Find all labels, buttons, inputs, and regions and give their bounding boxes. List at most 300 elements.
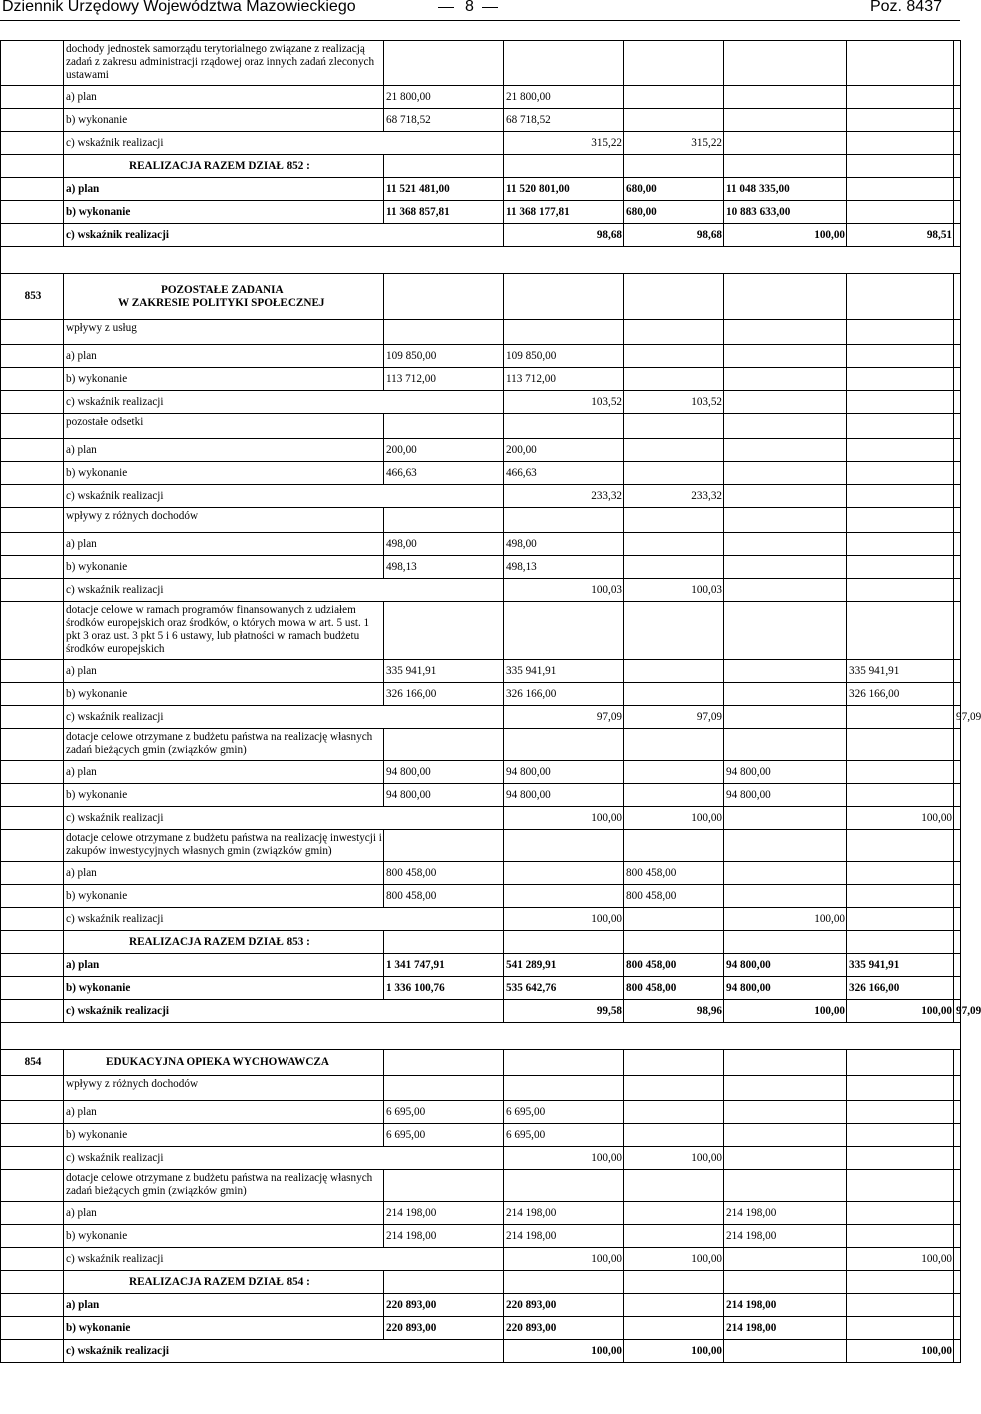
value-cell: 214 198,00 [384, 1202, 504, 1225]
empty-cell [954, 830, 961, 862]
value-cell [724, 485, 847, 508]
code-cell [1, 602, 64, 660]
value-cell: 214 198,00 [724, 1317, 847, 1340]
code-cell [1, 729, 64, 761]
data-row [1, 439, 961, 462]
code-cell [1, 862, 64, 885]
row-label: a) plan [64, 954, 384, 977]
value-cell [624, 439, 724, 462]
value-cell [624, 1294, 724, 1317]
value-cell [624, 86, 724, 109]
code-cell [1, 556, 64, 579]
description-cell: wpływy z różnych dochodów [64, 508, 384, 533]
total-title-row [1, 1271, 961, 1294]
row-label: c) wskaźnik realizacji [64, 1147, 504, 1170]
empty-cell [724, 414, 847, 439]
row-label: a) plan [64, 660, 384, 683]
value-cell [624, 761, 724, 784]
empty-cell [384, 1050, 504, 1076]
row-label: a) plan [64, 1294, 384, 1317]
row-label: a) plan [64, 862, 384, 885]
data-row [1, 784, 961, 807]
value-cell [624, 109, 724, 132]
empty-cell [954, 274, 961, 320]
page-number-dash-right [482, 7, 498, 8]
empty-cell [624, 320, 724, 345]
value-cell: 94 800,00 [384, 761, 504, 784]
row-label: b) wykonanie [64, 556, 384, 579]
row-label: b) wykonanie [64, 1124, 384, 1147]
value-cell: 214 198,00 [724, 1294, 847, 1317]
value-cell: 220 893,00 [504, 1317, 624, 1340]
value-cell: 100,00 [504, 807, 624, 830]
code-cell [1, 1225, 64, 1248]
code-cell [1, 908, 64, 931]
description-row [1, 830, 961, 862]
data-row [1, 660, 961, 683]
value-cell: 466,63 [504, 462, 624, 485]
row-label: c) wskaźnik realizacji [64, 132, 504, 155]
row-label: b) wykonanie [64, 201, 384, 224]
code-cell [1, 1294, 64, 1317]
value-cell: 100,03 [624, 579, 724, 602]
total-title-row [1, 931, 961, 954]
empty-cell [384, 41, 504, 86]
value-cell [724, 132, 847, 155]
value-cell: 11 048 335,00 [724, 178, 847, 201]
code-cell [1, 931, 64, 954]
value-cell: 498,00 [504, 533, 624, 556]
value-cell: 11 521 481,00 [384, 178, 504, 201]
empty-cell [954, 155, 961, 178]
position-number: Poz. 8437 [869, 0, 942, 15]
description-cell: wpływy z usług [64, 320, 384, 345]
value-cell: 94 800,00 [724, 784, 847, 807]
value-cell [624, 1101, 724, 1124]
value-cell [724, 706, 847, 729]
empty-cell [954, 1170, 961, 1202]
value-cell [847, 885, 954, 908]
value-cell: 6 695,00 [504, 1124, 624, 1147]
value-cell: 94 800,00 [724, 954, 847, 977]
value-cell [847, 132, 954, 155]
data-row [1, 977, 961, 1000]
value-cell: 94 800,00 [504, 761, 624, 784]
empty-cell [624, 729, 724, 761]
value-cell [847, 1124, 954, 1147]
value-cell: 98,96 [624, 1000, 724, 1023]
value-cell: 97,09 [624, 706, 724, 729]
data-row [1, 533, 961, 556]
value-cell: 103,52 [504, 391, 624, 414]
description-row [1, 602, 961, 660]
empty-cell [624, 155, 724, 178]
empty-cell [847, 602, 954, 660]
section-code: 853 [1, 274, 64, 320]
value-cell [724, 1124, 847, 1147]
value-cell: 326 166,00 [384, 683, 504, 706]
data-row [1, 1248, 961, 1271]
value-cell [724, 862, 847, 885]
value-cell: 109 850,00 [504, 345, 624, 368]
value-cell: 335 941,91 [504, 660, 624, 683]
data-row [1, 761, 961, 784]
value-cell: 498,13 [504, 556, 624, 579]
code-cell [1, 155, 64, 178]
value-cell: 466,63 [384, 462, 504, 485]
code-cell [1, 485, 64, 508]
value-cell [954, 224, 961, 247]
value-cell [954, 201, 961, 224]
code-cell [1, 784, 64, 807]
value-cell: 100,00 [847, 1000, 954, 1023]
data-row [1, 368, 961, 391]
empty-cell [724, 830, 847, 862]
empty-cell [384, 931, 504, 954]
value-cell: 100,00 [847, 807, 954, 830]
empty-cell [384, 414, 504, 439]
code-cell [1, 1000, 64, 1023]
value-cell: 98,68 [624, 224, 724, 247]
empty-cell [384, 830, 504, 862]
row-label: b) wykonanie [64, 109, 384, 132]
value-cell [954, 660, 961, 683]
value-cell: 11 520 801,00 [504, 178, 624, 201]
value-cell: 100,00 [504, 1248, 624, 1271]
empty-cell [504, 602, 624, 660]
value-cell: 68 718,52 [504, 109, 624, 132]
empty-cell [624, 508, 724, 533]
budget-table [0, 40, 981, 1363]
empty-cell [724, 602, 847, 660]
description-row [1, 1170, 961, 1202]
row-label: c) wskaźnik realizacji [64, 1340, 504, 1363]
value-cell: 6 695,00 [384, 1101, 504, 1124]
value-cell [847, 1294, 954, 1317]
empty-cell [504, 155, 624, 178]
value-cell [724, 885, 847, 908]
code-cell [1, 439, 64, 462]
value-cell [624, 462, 724, 485]
total-title: REALIZACJA RAZEM DZIAŁ 854 : [64, 1271, 384, 1294]
value-cell: 800 458,00 [624, 977, 724, 1000]
value-cell: 97,09 [954, 706, 961, 729]
row-label: c) wskaźnik realizacji [64, 579, 504, 602]
code-cell [1, 954, 64, 977]
value-cell [954, 885, 961, 908]
value-cell [954, 1248, 961, 1271]
value-cell [847, 1202, 954, 1225]
empty-cell [954, 931, 961, 954]
row-label: b) wykonanie [64, 885, 384, 908]
value-cell [954, 761, 961, 784]
value-cell [954, 1202, 961, 1225]
section-title-line-1: POZOSTAŁE ZADANIA [161, 283, 284, 296]
value-cell: 11 368 177,81 [504, 201, 624, 224]
value-cell: 100,00 [624, 807, 724, 830]
data-row [1, 807, 961, 830]
row-label: a) plan [64, 345, 384, 368]
value-cell [954, 391, 961, 414]
section-title-line-2: W ZAKRESIE POLITYKI SPOŁECZNEJ [118, 296, 325, 309]
value-cell: 680,00 [624, 178, 724, 201]
value-cell: 233,32 [624, 485, 724, 508]
row-label: a) plan [64, 1101, 384, 1124]
row-label: b) wykonanie [64, 462, 384, 485]
code-cell [1, 1147, 64, 1170]
data-row [1, 683, 961, 706]
row-label: a) plan [64, 439, 384, 462]
value-cell: 97,09 [954, 1000, 961, 1023]
empty-cell [504, 508, 624, 533]
value-cell [847, 391, 954, 414]
empty-cell [504, 1050, 624, 1076]
empty-cell [504, 274, 624, 320]
row-label: b) wykonanie [64, 368, 384, 391]
value-cell [954, 579, 961, 602]
value-cell: 100,00 [847, 1248, 954, 1271]
data-row [1, 485, 961, 508]
value-cell [954, 1294, 961, 1317]
value-cell: 97,09 [504, 706, 624, 729]
page-header [0, 0, 960, 22]
data-row [1, 86, 961, 109]
code-cell [1, 885, 64, 908]
section-header-row [1, 274, 961, 320]
value-cell [954, 178, 961, 201]
value-cell [724, 109, 847, 132]
value-cell: 800 458,00 [624, 954, 724, 977]
header-rule [0, 20, 960, 21]
value-cell: 100,00 [847, 1340, 954, 1363]
value-cell: 214 198,00 [504, 1202, 624, 1225]
value-cell: 100,00 [624, 1248, 724, 1271]
empty-cell [504, 1076, 624, 1101]
data-row [1, 1101, 961, 1124]
value-cell: 100,00 [724, 908, 847, 931]
empty-cell [954, 1050, 961, 1076]
data-row [1, 1294, 961, 1317]
empty-cell [724, 1076, 847, 1101]
value-cell: 335 941,91 [847, 954, 954, 977]
empty-cell [384, 320, 504, 345]
value-cell [624, 368, 724, 391]
empty-cell [847, 830, 954, 862]
code-cell [1, 1271, 64, 1294]
value-cell: 326 166,00 [847, 977, 954, 1000]
total-title: REALIZACJA RAZEM DZIAŁ 852 : [64, 155, 384, 178]
page-number-dash-left [438, 7, 454, 8]
value-cell [847, 201, 954, 224]
empty-cell [624, 414, 724, 439]
code-cell [1, 201, 64, 224]
value-cell: 315,22 [504, 132, 624, 155]
section-code: 854 [1, 1050, 64, 1076]
value-cell: 541 289,91 [504, 954, 624, 977]
value-cell [954, 1101, 961, 1124]
description-cell: dotacje celowe otrzymane z budżetu państwa na realizację inwestycji i zakupów inwestycyjnych własnych gmin (związków gmin) [64, 830, 384, 862]
value-cell [724, 1340, 847, 1363]
value-cell: 21 800,00 [504, 86, 624, 109]
empty-cell [954, 1076, 961, 1101]
value-cell [847, 533, 954, 556]
empty-cell [724, 508, 847, 533]
description-cell: wpływy z różnych dochodów [64, 1076, 384, 1101]
data-row [1, 556, 961, 579]
code-cell [1, 508, 64, 533]
value-cell [954, 439, 961, 462]
value-cell [724, 579, 847, 602]
empty-cell [847, 729, 954, 761]
empty-cell [724, 1050, 847, 1076]
code-cell [1, 224, 64, 247]
empty-cell [847, 414, 954, 439]
empty-cell [847, 1170, 954, 1202]
data-row [1, 862, 961, 885]
value-cell [724, 368, 847, 391]
empty-cell [847, 931, 954, 954]
data-row [1, 1000, 961, 1023]
value-cell: 535 642,76 [504, 977, 624, 1000]
value-cell [954, 1317, 961, 1340]
value-cell: 100,00 [504, 908, 624, 931]
code-cell [1, 345, 64, 368]
value-cell [624, 345, 724, 368]
empty-cell [847, 1076, 954, 1101]
value-cell: 220 893,00 [384, 1294, 504, 1317]
empty-cell [724, 931, 847, 954]
empty-cell [624, 1076, 724, 1101]
value-cell: 113 712,00 [384, 368, 504, 391]
empty-cell [504, 41, 624, 86]
value-cell [847, 178, 954, 201]
total-title-row [1, 155, 961, 178]
spacer-cell [1, 1023, 961, 1050]
value-cell: 11 368 857,81 [384, 201, 504, 224]
value-cell [954, 86, 961, 109]
value-cell: 800 458,00 [624, 885, 724, 908]
empty-cell [624, 41, 724, 86]
value-cell [724, 660, 847, 683]
value-cell [624, 660, 724, 683]
value-cell [847, 556, 954, 579]
value-cell: 98,51 [847, 224, 954, 247]
data-row [1, 579, 961, 602]
data-row [1, 201, 961, 224]
section-title [64, 274, 384, 320]
value-cell [954, 556, 961, 579]
value-cell [724, 86, 847, 109]
code-cell [1, 391, 64, 414]
empty-cell [954, 320, 961, 345]
data-row [1, 1340, 961, 1363]
value-cell [847, 579, 954, 602]
description-row [1, 320, 961, 345]
data-row [1, 224, 961, 247]
code-cell [1, 41, 64, 86]
value-cell [724, 391, 847, 414]
code-cell [1, 1248, 64, 1271]
value-cell [954, 1147, 961, 1170]
empty-cell [624, 602, 724, 660]
empty-cell [504, 931, 624, 954]
description-row [1, 414, 961, 439]
empty-cell [384, 729, 504, 761]
data-row [1, 706, 961, 729]
empty-cell [847, 1050, 954, 1076]
value-cell [847, 462, 954, 485]
empty-cell [724, 1170, 847, 1202]
value-cell: 498,00 [384, 533, 504, 556]
data-row [1, 178, 961, 201]
value-cell [847, 784, 954, 807]
value-cell [724, 1248, 847, 1271]
value-cell [847, 439, 954, 462]
row-label: a) plan [64, 761, 384, 784]
value-cell [847, 862, 954, 885]
value-cell [954, 368, 961, 391]
description-row [1, 1076, 961, 1101]
data-row [1, 1202, 961, 1225]
value-cell [624, 784, 724, 807]
value-cell: 800 458,00 [624, 862, 724, 885]
empty-cell [724, 1271, 847, 1294]
value-cell [847, 1147, 954, 1170]
empty-cell [724, 729, 847, 761]
value-cell: 100,03 [504, 579, 624, 602]
empty-cell [504, 414, 624, 439]
row-label: a) plan [64, 1202, 384, 1225]
data-row [1, 908, 961, 931]
code-cell [1, 1317, 64, 1340]
value-cell: 6 695,00 [504, 1101, 624, 1124]
code-cell [1, 178, 64, 201]
row-label: c) wskaźnik realizacji [64, 1248, 504, 1271]
empty-cell [384, 1271, 504, 1294]
value-cell: 100,00 [724, 1000, 847, 1023]
value-cell: 21 800,00 [384, 86, 504, 109]
empty-cell [624, 274, 724, 320]
value-cell: 315,22 [624, 132, 724, 155]
empty-cell [384, 1076, 504, 1101]
value-cell [954, 533, 961, 556]
code-cell [1, 761, 64, 784]
value-cell: 94 800,00 [504, 784, 624, 807]
value-cell [954, 462, 961, 485]
empty-cell [954, 602, 961, 660]
row-label: c) wskaźnik realizacji [64, 391, 504, 414]
value-cell: 94 800,00 [724, 761, 847, 784]
row-label: c) wskaźnik realizacji [64, 908, 504, 931]
value-cell [624, 683, 724, 706]
value-cell: 220 893,00 [504, 1294, 624, 1317]
value-cell [954, 683, 961, 706]
spacer-cell [1, 247, 961, 274]
value-cell [847, 761, 954, 784]
spacer-row [1, 1023, 961, 1050]
value-cell: 800 458,00 [384, 862, 504, 885]
empty-cell [624, 1271, 724, 1294]
code-cell [1, 1101, 64, 1124]
data-row [1, 132, 961, 155]
data-row [1, 885, 961, 908]
row-label: b) wykonanie [64, 683, 384, 706]
row-label: b) wykonanie [64, 1225, 384, 1248]
value-cell: 233,32 [504, 485, 624, 508]
code-cell [1, 1124, 64, 1147]
value-cell: 103,52 [624, 391, 724, 414]
value-cell: 200,00 [384, 439, 504, 462]
